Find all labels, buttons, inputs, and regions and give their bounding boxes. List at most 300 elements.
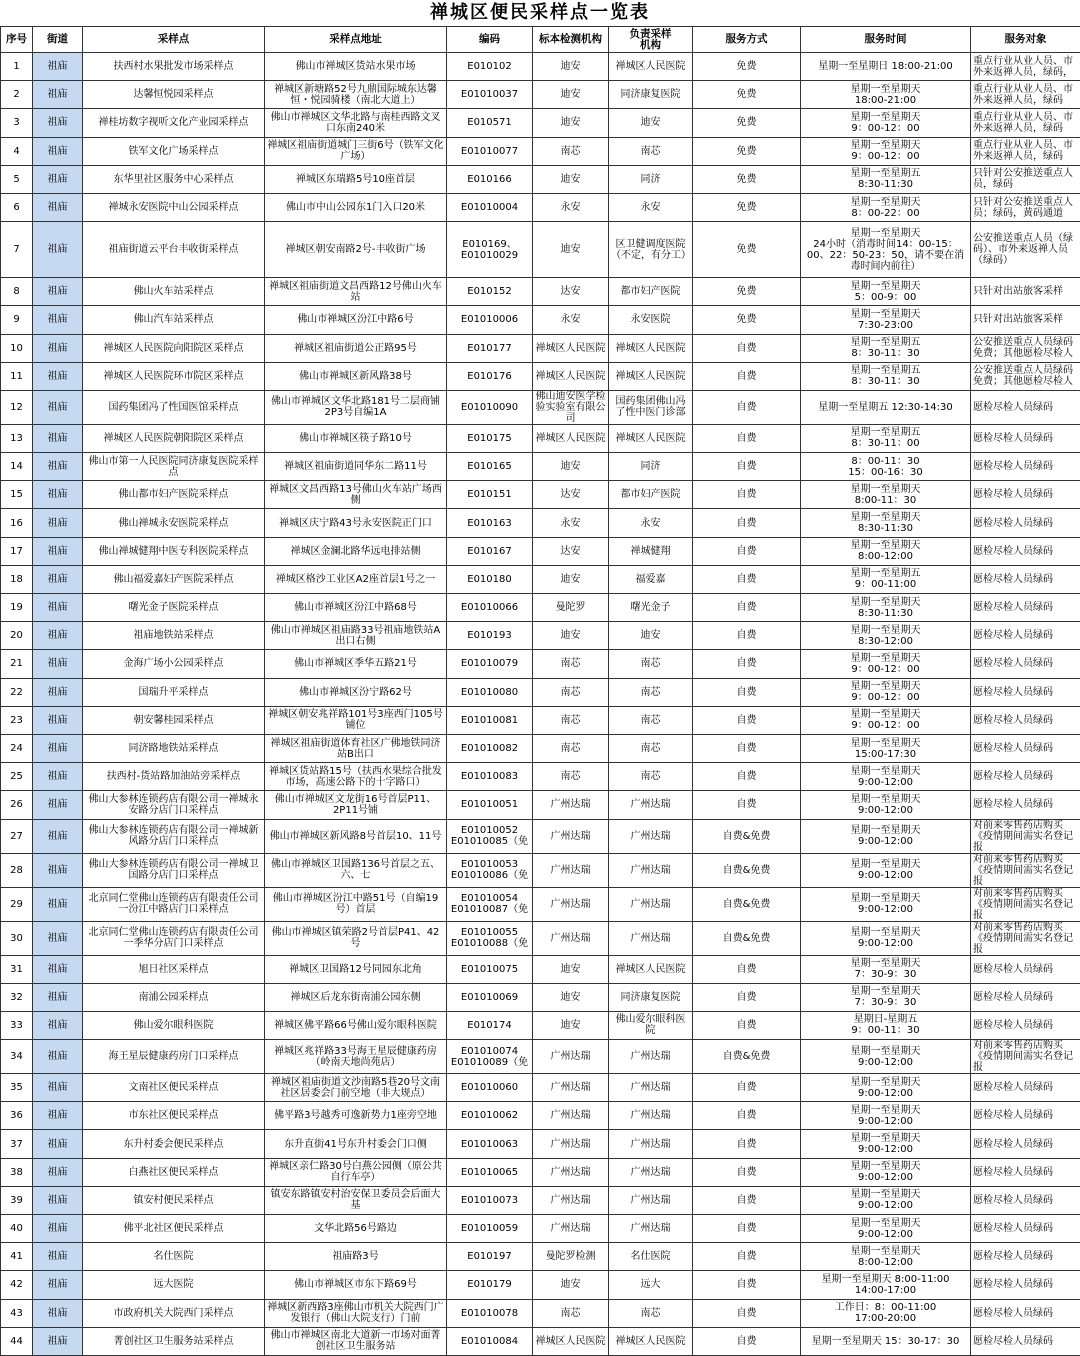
cell-service-time: 星期一至星期天 8：00-22：00: [801, 193, 971, 221]
cell-service-time: 8：00-11：30 15：00-16：30: [801, 453, 971, 481]
table-row: [1, 306, 1080, 334]
cell-sampling-org: 都市妇产医院: [609, 278, 693, 306]
cell-street: 祖庙: [33, 481, 83, 509]
cell-service-time: 工作日：8：00-11:00 17:00-20:00: [801, 1299, 971, 1327]
cell-service-target: 重点行业从业人员、市外来返禅人员，绿码: [971, 81, 1080, 109]
cell-sampling-org: 都市妇产医院: [609, 481, 693, 509]
cell-index: 26: [1, 791, 33, 819]
table-row: [1, 706, 1080, 734]
cell-lab: 南芯: [533, 137, 609, 165]
cell-street: 祖庙: [33, 137, 83, 165]
cell-index: 27: [1, 819, 33, 853]
cell-point: 文南社区便民采样点: [83, 1074, 265, 1102]
cell-service-target: 只针对公安推送重点人员；绿码，黄码通道: [971, 193, 1080, 221]
cell-service-time: 星期一至星期天 9:00-12:00: [801, 853, 971, 887]
cell-code: E01010051: [447, 791, 533, 819]
cell-street: 祖庙: [33, 306, 83, 334]
cell-lab: 曼陀罗检测: [533, 1243, 609, 1271]
cell-service-time: 星期一至星期天 9:00-12:00: [801, 819, 971, 853]
cell-sampling-org: 禅城区人民医院: [609, 1327, 693, 1355]
cell-code: E010102: [447, 53, 533, 81]
cell-service-target: 愿检尽检人员绿码: [971, 1327, 1080, 1355]
cell-point: 佛山禅城永安医院采样点: [83, 509, 265, 537]
cell-service-time: 星期日-星期五 9：00-11：30: [801, 1011, 971, 1039]
cell-lab: 南芯: [533, 706, 609, 734]
cell-service-target: 公安推送重点人员（绿码）、市外来返禅人员（绿码）: [971, 222, 1080, 278]
cell-service-target: 愿检尽检人员绿码: [971, 650, 1080, 678]
cell-lab: 广州达瑞: [533, 791, 609, 819]
cell-address: 禅城区亲仁路30号白燕公园侧（原公共自行车亭）: [265, 1158, 447, 1186]
cell-sampling-org: 广州达瑞: [609, 853, 693, 887]
cell-code: E01010090: [447, 390, 533, 424]
cell-lab: 迪安: [533, 453, 609, 481]
cell-code: E01010065: [447, 1158, 533, 1186]
cell-index: 14: [1, 453, 33, 481]
cell-index: 38: [1, 1158, 33, 1186]
cell-index: 13: [1, 424, 33, 452]
cell-service-target: 对前来零售药店购买《疫情期间需实名登记报: [971, 921, 1080, 955]
cell-code: E01010055 E01010088（免: [447, 921, 533, 955]
cell-sampling-org: 南芯: [609, 678, 693, 706]
cell-address: 佛山市禅城区筷子路10号: [265, 424, 447, 452]
cell-point: 同济路地铁站采样点: [83, 734, 265, 762]
cell-service-mode: 自费&免费: [693, 887, 801, 921]
cell-service-target: 愿检尽检人员绿码: [971, 1130, 1080, 1158]
table-row: [1, 622, 1080, 650]
cell-address: 佛山市禅城区新风路8号首层10、11号: [265, 819, 447, 853]
cell-sampling-org: 南芯: [609, 706, 693, 734]
cell-code: E01010078: [447, 1299, 533, 1327]
cell-sampling-org: 同济: [609, 165, 693, 193]
cell-service-mode: 自费: [693, 622, 801, 650]
cell-street: 祖庙: [33, 222, 83, 278]
cell-street: 祖庙: [33, 1102, 83, 1130]
cell-service-mode: 免费: [693, 137, 801, 165]
cell-service-time: 星期一至星期五 8：30-11：30: [801, 334, 971, 362]
cell-service-target: 愿检尽检人员绿码: [971, 955, 1080, 983]
table-row: [1, 983, 1080, 1011]
cell-index: 22: [1, 678, 33, 706]
cell-code: E01010006: [447, 306, 533, 334]
cell-address: 禅城区祖庙街道城门三街6号（铁军文化广场）: [265, 137, 447, 165]
cell-lab: 禅城区人民医院: [533, 334, 609, 362]
table-row: [1, 137, 1080, 165]
cell-lab: 南芯: [533, 763, 609, 791]
cell-service-mode: 自费: [693, 565, 801, 593]
cell-index: 9: [1, 306, 33, 334]
cell-service-time: 星期一至星期五 8：30-11：00: [801, 424, 971, 452]
table-body: [1, 53, 1080, 1356]
table-row: [1, 565, 1080, 593]
cell-service-target: 愿检尽检人员绿码: [971, 565, 1080, 593]
cell-point: 禅城区人民医院环市院区采样点: [83, 362, 265, 390]
cell-lab: 佛山迪安医学检验实验室有限公司: [533, 390, 609, 424]
cell-address: 禅城区祖庙街道同华东二路11号: [265, 453, 447, 481]
cell-index: 3: [1, 109, 33, 137]
cell-service-target: 对前来零售药店购买《疫情期间需实名登记报: [971, 887, 1080, 921]
cell-service-mode: 免费: [693, 278, 801, 306]
cell-point: 国瑞升平采样点: [83, 678, 265, 706]
cell-point: 朝安馨桂园采样点: [83, 706, 265, 734]
cell-lab: 广州达瑞: [533, 1130, 609, 1158]
table-row: [1, 1271, 1080, 1299]
cell-street: 祖庙: [33, 678, 83, 706]
cell-sampling-org: 同济: [609, 453, 693, 481]
table-row: [1, 678, 1080, 706]
cell-address: 东升直街41号东升村委会门口侧: [265, 1130, 447, 1158]
cell-lab: 南芯: [533, 1299, 609, 1327]
cell-service-target: 愿检尽检人员绿码: [971, 1299, 1080, 1327]
cell-sampling-org: 曙光金子: [609, 594, 693, 622]
cell-address: 禅城区祖庙街道公正路95号: [265, 334, 447, 362]
cell-service-mode: 自费: [693, 509, 801, 537]
table-row: [1, 763, 1080, 791]
column-header-street: 街道: [33, 27, 83, 53]
cell-address: 禅城区佛平路66号佛山爱尔眼科医院: [265, 1011, 447, 1039]
cell-service-time: 星期一至星期天 8:00-11：30: [801, 481, 971, 509]
cell-service-mode: 自费: [693, 453, 801, 481]
cell-code: E01010074 E01010089（免: [447, 1040, 533, 1074]
cell-point: 扶西村-货站路加油站旁采样点: [83, 763, 265, 791]
cell-point: 禅桂坊数字视听文化产业园采样点: [83, 109, 265, 137]
cell-sampling-org: 迪安: [609, 622, 693, 650]
cell-sampling-org: 永安医院: [609, 306, 693, 334]
cell-street: 祖庙: [33, 594, 83, 622]
cell-service-target: 对前来零售药店购买《疫情期间需实名登记报: [971, 1040, 1080, 1074]
cell-code: E010175: [447, 424, 533, 452]
cell-code: E01010069: [447, 983, 533, 1011]
column-header-index: 序号: [1, 27, 33, 53]
cell-sampling-org: 远大: [609, 1271, 693, 1299]
cell-service-target: 愿检尽检人员绿码: [971, 983, 1080, 1011]
table-row: [1, 390, 1080, 424]
cell-code: E01010079: [447, 650, 533, 678]
cell-point: 金海广场小公园采样点: [83, 650, 265, 678]
cell-service-mode: 自费: [693, 1130, 801, 1158]
cell-lab: 永安: [533, 306, 609, 334]
cell-service-time: 星期一至星期天 5：00-9：00: [801, 278, 971, 306]
table-row: [1, 1299, 1080, 1327]
cell-index: 41: [1, 1243, 33, 1271]
cell-sampling-org: 广州达瑞: [609, 1102, 693, 1130]
cell-street: 祖庙: [33, 1186, 83, 1214]
cell-point: 市东社区便民采样点: [83, 1102, 265, 1130]
column-header-sampling-org: 负责采样 机构: [609, 27, 693, 53]
cell-sampling-org: 禅城区人民医院: [609, 53, 693, 81]
cell-sampling-org: 永安: [609, 193, 693, 221]
column-header-service-time: 服务时间: [801, 27, 971, 53]
cell-address: 禅城区文昌西路13号佛山火车站广场西侧: [265, 481, 447, 509]
table-row: [1, 1130, 1080, 1158]
cell-point: 禅城永安医院中山公园采样点: [83, 193, 265, 221]
table-row: [1, 819, 1080, 853]
cell-code: E010166: [447, 165, 533, 193]
cell-street: 祖庙: [33, 1243, 83, 1271]
cell-service-mode: 自费: [693, 1243, 801, 1271]
cell-address: 禅城区金澜北路华远电排站侧: [265, 537, 447, 565]
cell-service-time: 星期一至星期天 9：00-12：00: [801, 678, 971, 706]
table-row: [1, 165, 1080, 193]
table-row: [1, 278, 1080, 306]
table-row: [1, 334, 1080, 362]
cell-address: 禅城区新西路3座佛山市机关大院西门广发银行（佛山大院支行）门前: [265, 1299, 447, 1327]
table-row: [1, 734, 1080, 762]
cell-point: 镇安村便民采样点: [83, 1186, 265, 1214]
cell-index: 28: [1, 853, 33, 887]
table-row: [1, 887, 1080, 921]
cell-service-time: 星期一至星期日 18:00-21:00: [801, 53, 971, 81]
cell-address: 佛山市禅城区南北大道新一市场对面菁创社区卫生服务站: [265, 1327, 447, 1355]
cell-address: 禅城区朝安兆祥路101号3座西门105号铺位: [265, 706, 447, 734]
cell-point: 祖庙街道云平台丰收街采样点: [83, 222, 265, 278]
cell-point: 曙光金子医院采样点: [83, 594, 265, 622]
cell-service-target: 愿检尽检人员绿码: [971, 390, 1080, 424]
cell-service-mode: 自费: [693, 481, 801, 509]
table-row: [1, 1074, 1080, 1102]
cell-service-mode: 自费: [693, 955, 801, 983]
cell-address: 佛山市禅城区汾宁路62号: [265, 678, 447, 706]
cell-street: 祖庙: [33, 424, 83, 452]
cell-code: E01010082: [447, 734, 533, 762]
column-header-code: 编码: [447, 27, 533, 53]
cell-index: 24: [1, 734, 33, 762]
cell-index: 12: [1, 390, 33, 424]
cell-code: E010163: [447, 509, 533, 537]
table-row: [1, 453, 1080, 481]
table-row: [1, 650, 1080, 678]
cell-index: 10: [1, 334, 33, 362]
cell-service-time: 星期一至星期天 15:00-17:30: [801, 734, 971, 762]
cell-service-target: 重点行业从业人员、市外来返禅人员，绿码: [971, 137, 1080, 165]
cell-sampling-org: 南芯: [609, 1299, 693, 1327]
cell-service-mode: 自费&免费: [693, 921, 801, 955]
cell-street: 祖庙: [33, 1215, 83, 1243]
cell-address: 佛山市禅城区汾江中路51号（自编19号）首层: [265, 887, 447, 921]
cell-lab: 迪安: [533, 222, 609, 278]
cell-service-target: 对前来零售药店购买《疫情期间需实名登记报: [971, 819, 1080, 853]
cell-service-mode: 自费: [693, 650, 801, 678]
cell-service-mode: 自费: [693, 1327, 801, 1355]
cell-lab: 广州达瑞: [533, 819, 609, 853]
cell-sampling-org: 永安: [609, 509, 693, 537]
cell-service-mode: 自费&免费: [693, 853, 801, 887]
table-row: [1, 955, 1080, 983]
cell-lab: 禅城区人民医院: [533, 1327, 609, 1355]
cell-street: 祖庙: [33, 983, 83, 1011]
sampling-points-table: [0, 26, 1080, 1356]
cell-street: 祖庙: [33, 734, 83, 762]
table-row: [1, 222, 1080, 278]
cell-service-time: 星期一至星期天 9:00-12:00: [801, 921, 971, 955]
cell-street: 祖庙: [33, 278, 83, 306]
cell-street: 祖庙: [33, 706, 83, 734]
cell-lab: 迪安: [533, 622, 609, 650]
cell-lab: 广州达瑞: [533, 1074, 609, 1102]
cell-point: 佛山大参林连锁药店有限公司一禅城新风路分店门口采样点: [83, 819, 265, 853]
cell-address: 佛山市禅城区货站水果市场: [265, 53, 447, 81]
cell-street: 祖庙: [33, 955, 83, 983]
cell-address: 禅城区祖庙街道体育社区广佛地铁同济站B出口: [265, 734, 447, 762]
cell-sampling-org: 广州达瑞: [609, 1040, 693, 1074]
cell-point: 国药集团冯了性国医馆采样点: [83, 390, 265, 424]
cell-point: 菁创社区卫生服务站采样点: [83, 1327, 265, 1355]
cell-lab: 迪安: [533, 165, 609, 193]
cell-service-mode: 免费: [693, 109, 801, 137]
cell-index: 20: [1, 622, 33, 650]
cell-service-time: 星期一至星期天 9:00-12:00: [801, 763, 971, 791]
cell-service-mode: 自费: [693, 1011, 801, 1039]
cell-service-target: 愿检尽检人员绿码: [971, 424, 1080, 452]
cell-sampling-org: 同济康复医院: [609, 81, 693, 109]
table-row: [1, 481, 1080, 509]
cell-service-time: 星期一至星期天 9:00-12:00: [801, 791, 971, 819]
cell-address: 佛山市禅城区汾江中路68号: [265, 594, 447, 622]
cell-street: 祖庙: [33, 1011, 83, 1039]
cell-code: E010193: [447, 622, 533, 650]
cell-lab: 禅城区人民医院: [533, 362, 609, 390]
cell-sampling-org: 同济康复医院: [609, 983, 693, 1011]
cell-service-time: 星期一至星期天 9：00-12：00: [801, 706, 971, 734]
cell-index: 35: [1, 1074, 33, 1102]
cell-service-time: 星期一至星期天 9:00-12:00: [801, 1074, 971, 1102]
cell-street: 祖庙: [33, 193, 83, 221]
cell-index: 2: [1, 81, 33, 109]
cell-address: 禅城区兆祥路33号海王星辰健康药房（岭南天地尚苑店）: [265, 1040, 447, 1074]
cell-service-mode: 自费: [693, 390, 801, 424]
cell-street: 祖庙: [33, 565, 83, 593]
cell-index: 11: [1, 362, 33, 390]
cell-index: 16: [1, 509, 33, 537]
cell-index: 18: [1, 565, 33, 593]
cell-service-time: 星期一至星期天 8:30-12:00: [801, 622, 971, 650]
cell-street: 祖庙: [33, 509, 83, 537]
cell-service-target: 愿检尽检人员绿码: [971, 453, 1080, 481]
cell-lab: 广州达瑞: [533, 1215, 609, 1243]
cell-point: 南浦公园采样点: [83, 983, 265, 1011]
cell-address: 佛山市禅城区文龙街16号首层P11、2P11号铺: [265, 791, 447, 819]
cell-point: 佛平北社区便民采样点: [83, 1215, 265, 1243]
cell-sampling-org: 南芯: [609, 734, 693, 762]
cell-street: 祖庙: [33, 1271, 83, 1299]
table-row: [1, 1011, 1080, 1039]
cell-index: 37: [1, 1130, 33, 1158]
table-row: [1, 53, 1080, 81]
cell-service-mode: 自费: [693, 763, 801, 791]
cell-service-time: 星期一至星期天 9:00-12:00: [801, 1158, 971, 1186]
cell-service-time: 星期一至星期天 9:00-12:00: [801, 1215, 971, 1243]
cell-street: 祖庙: [33, 650, 83, 678]
cell-service-mode: 自费: [693, 983, 801, 1011]
cell-lab: 南芯: [533, 650, 609, 678]
cell-sampling-org: 南芯: [609, 137, 693, 165]
cell-service-mode: 自费: [693, 362, 801, 390]
cell-service-target: 公安推送重点人员绿码免费；其他愿检尽检人: [971, 334, 1080, 362]
cell-address: 禅城区祖庙街道文沙南路5巷20号文南社区居委会门前空地（非大规点）: [265, 1074, 447, 1102]
cell-index: 32: [1, 983, 33, 1011]
column-header-point: 采样点: [83, 27, 265, 53]
cell-address: 禅城区卫国路12号同园东北角: [265, 955, 447, 983]
cell-code: E01010060: [447, 1074, 533, 1102]
cell-point: 海王星辰健康药房门口采样点: [83, 1040, 265, 1074]
cell-address: 禅城区祖庙街道文昌西路12号佛山火车站: [265, 278, 447, 306]
table-row: [1, 791, 1080, 819]
cell-service-mode: 自费: [693, 334, 801, 362]
cell-code: E010179: [447, 1271, 533, 1299]
cell-service-target: 愿检尽检人员绿码: [971, 706, 1080, 734]
cell-lab: 广州达瑞: [533, 1158, 609, 1186]
cell-service-time: 星期一至星期天 9：00-12：00: [801, 109, 971, 137]
cell-street: 祖庙: [33, 1158, 83, 1186]
cell-sampling-org: 广州达瑞: [609, 1215, 693, 1243]
cell-service-target: 愿检尽检人员绿码: [971, 1074, 1080, 1102]
cell-index: 43: [1, 1299, 33, 1327]
cell-service-time: 星期一至星期天 9：00-12：00: [801, 650, 971, 678]
cell-service-time: 星期一至星期天 15：30-17：30: [801, 1327, 971, 1355]
cell-service-time: 星期一至星期天 9:00-12:00: [801, 1186, 971, 1214]
table-row: [1, 81, 1080, 109]
cell-index: 23: [1, 706, 33, 734]
cell-point: 禅城区人民医院向阳院区采样点: [83, 334, 265, 362]
cell-code: E01010080: [447, 678, 533, 706]
table-row: [1, 853, 1080, 887]
cell-service-time: 星期一至星期天 24小时（消毒时间14：00-15：00、22：50-23：50，请不要在消毒时间内前往）: [801, 222, 971, 278]
cell-service-mode: 自费: [693, 706, 801, 734]
cell-service-mode: 自费: [693, 1215, 801, 1243]
cell-point: 佛山福爱嘉妇产医院采样点: [83, 565, 265, 593]
cell-street: 祖庙: [33, 1299, 83, 1327]
table-row: [1, 193, 1080, 221]
cell-service-time: 星期一至星期天 8:30-11:30: [801, 594, 971, 622]
cell-street: 祖庙: [33, 791, 83, 819]
table-row: [1, 362, 1080, 390]
cell-code: E010197: [447, 1243, 533, 1271]
column-header-lab: 标本检测机构: [533, 27, 609, 53]
cell-service-target: 愿检尽检人员绿码: [971, 537, 1080, 565]
cell-street: 祖庙: [33, 887, 83, 921]
cell-index: 6: [1, 193, 33, 221]
cell-code: E010167: [447, 537, 533, 565]
cell-service-time: 星期一至星期天 8:00-11:00 14:00-17:00: [801, 1271, 971, 1299]
cell-code: E010169、 E01010029: [447, 222, 533, 278]
cell-address: 佛山市禅城区祖庙路33号祖庙地铁站A出口右侧: [265, 622, 447, 650]
cell-service-target: 愿检尽检人员绿码: [971, 481, 1080, 509]
cell-service-time: 星期一至星期天 7：30-9：30: [801, 983, 971, 1011]
cell-street: 祖庙: [33, 81, 83, 109]
cell-code: E01010075: [447, 955, 533, 983]
cell-index: 7: [1, 222, 33, 278]
header-row: [1, 27, 1080, 53]
cell-sampling-org: 南芯: [609, 650, 693, 678]
cell-lab: 永安: [533, 193, 609, 221]
table-row: [1, 509, 1080, 537]
cell-street: 祖庙: [33, 334, 83, 362]
cell-code: E01010077: [447, 137, 533, 165]
cell-point: 市政府机关大院西门采样点: [83, 1299, 265, 1327]
cell-service-mode: 自费: [693, 734, 801, 762]
cell-address: 禅城区后龙东街南浦公园东侧: [265, 983, 447, 1011]
cell-service-time: 星期一至星期天 8:30-11:30: [801, 509, 971, 537]
cell-point: 佛山火车站采样点: [83, 278, 265, 306]
cell-index: 8: [1, 278, 33, 306]
cell-point: 扶西村水果批发市场采样点: [83, 53, 265, 81]
cell-service-target: 重点行业从业人员、市外来返禅人员，绿码，: [971, 53, 1080, 81]
cell-service-mode: 自费: [693, 537, 801, 565]
cell-street: 祖庙: [33, 1074, 83, 1102]
cell-index: 39: [1, 1186, 33, 1214]
cell-lab: 广州达瑞: [533, 887, 609, 921]
cell-code: E01010054 E01010087（免: [447, 887, 533, 921]
cell-street: 祖庙: [33, 819, 83, 853]
